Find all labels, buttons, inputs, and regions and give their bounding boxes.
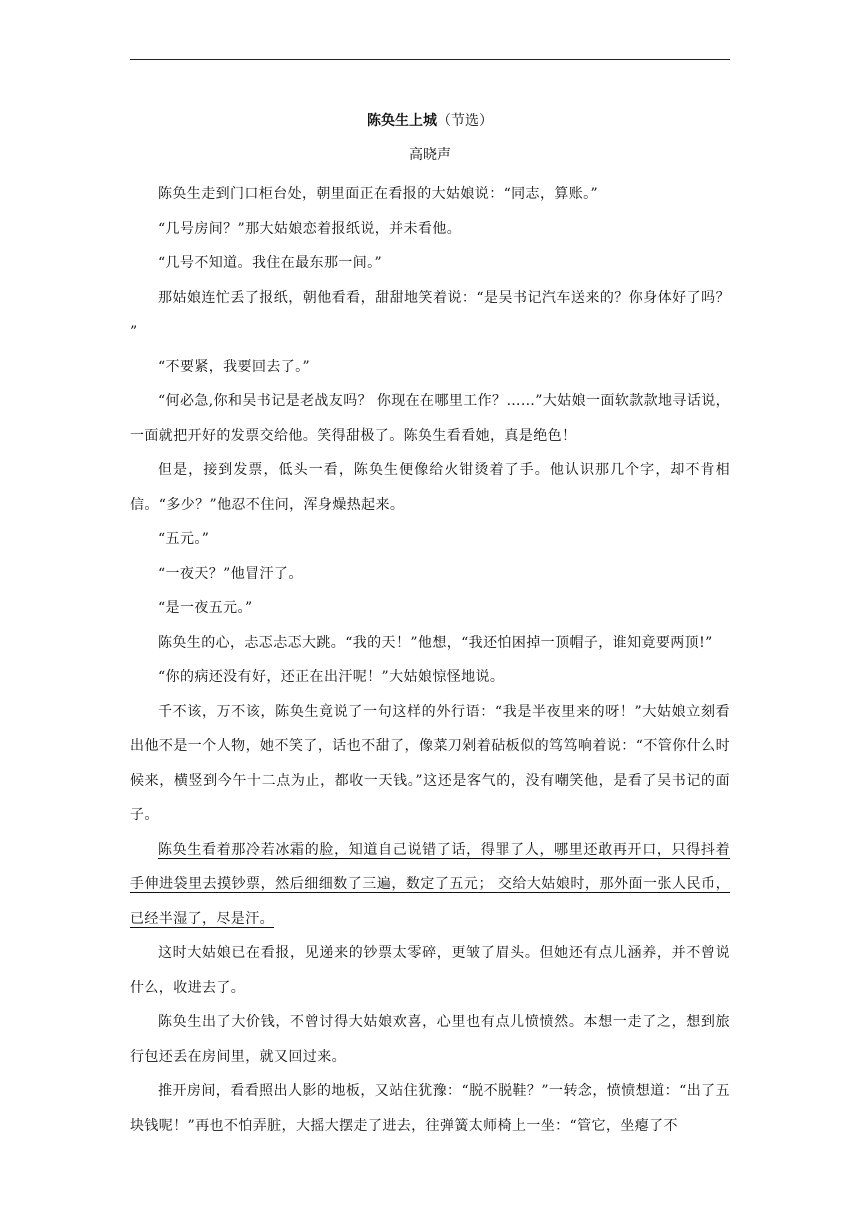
header-rule [130,59,730,60]
paragraph: “不要紧，我要回去了。” [158,358,311,375]
paragraph: “五元。” [158,531,210,547]
paragraph: “你的病还没有好，还正在出汗呢！”大姑娘惊怪地说。 [158,669,505,685]
paragraph: 陈奂生出了大价钱，不曾讨得大姑娘欢喜，心里也有点儿愤愤然。本想一走了之，想到旅行包还丢在房间里，就又回过来。 [130,1014,730,1065]
paragraph: “何必急,你和吴书记是老战友吗？ 你现在在哪里工作？……”大姑娘一面软款款地寻话说，一面就把开好的发票交给他。笑得甜极了。陈奂生看看她，真是绝色！ [130,393,731,444]
paragraph: 这时大姑娘已在看报，见递来的钞票太零碎，更皱了眉头。但她还有点儿涵养，并不曾说什么，收进去了。 [130,945,730,996]
underlined-paragraph: 陈奂生看着那冷若冰霜的脸，知道自己说错了话，得罪了人，哪里还敢再开口，只得抖着手伸进袋里去摸钞票，然后细细数了三遍，数定了五元； 交给大姑娘时，那外面一张人民币，已经半湿了，尽是汗。 [130,841,730,927]
paragraph: 那姑娘连忙丢了报纸，朝他看看，甜甜地笑着说：“是吴书记汽车送来的？你身体好了吗？ ” [130,289,730,340]
paragraph: 陈奂生走到门口柜台处，朝里面正在看报的大姑娘说：“同志，算账。” [158,186,599,202]
author-name: 高晓声 [409,147,451,163]
title-main: 陈奂生上城 [367,113,437,129]
article-body [130,177,730,1143]
paragraph: “一夜天？”他冒汗了。 [158,565,303,582]
paragraph: 千不该，万不该，陈奂生竟说了一句这样的外行语：“我是半夜里来的呀！”大姑娘立刻看出他不是一个人物，她不笑了，话也不甜了，像菜刀剁着砧板似的笃笃响着说：“不管你什么时候来，横竖到今午十二点为止，都收一天钱。”这还是客气的，没有嘲笑他，是看了吴书记的面子。 [130,703,730,823]
paragraph: 推开房间，看看照出人影的地板，又站住犹豫：“脱不脱鞋？”一转念，愤愤想道：“出了五块钱呢！”再也不怕弄脏，大摇大摆走了进去，往弹簧太师椅上一坐：“管它，坐瘪了不 [130,1083,730,1134]
paragraph: “几号不知道。我住在最东那一间。” [158,255,383,271]
paragraph: 陈奂生的心，忐忑忐忑大跳。“我的天！”他想，“我还怕困掉一顶帽子，谁知竟要两顶!” [158,634,713,651]
paragraph: “几号房间？”那大姑娘恋着报纸说，并未看他。 [158,220,462,237]
paragraph: “是一夜五元。” [158,600,253,616]
article-title [130,111,730,131]
paragraph: 但是，接到发票，低头一看，陈奂生便像给火钳烫着了手。他认识那几个字，却不肯相信。“多少？”他忍不住问，浑身燥热起来。 [130,462,730,513]
title-sub: （节选） [437,113,493,129]
